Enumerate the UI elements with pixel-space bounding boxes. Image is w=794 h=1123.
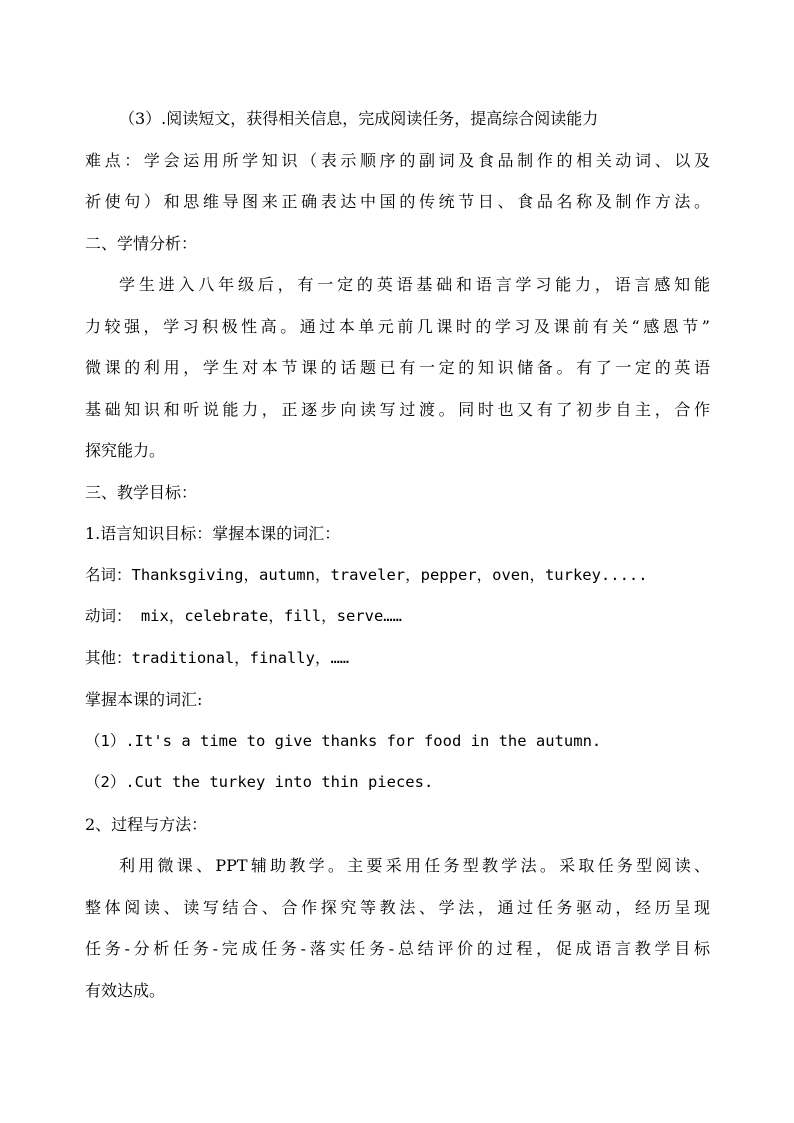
sentence-2: （2）.Cut the turkey into thin pieces.	[85, 773, 434, 791]
process-method-heading: 2、过程与方法：	[85, 814, 208, 834]
vocab-verbs: 动词： mix，celebrate，fill，serve……	[85, 607, 402, 625]
process-method-line-4: 有效达成。	[85, 980, 166, 1000]
learner-analysis-line-5: 探究能力。	[85, 441, 166, 460]
document-page	[85, 98, 710, 1011]
process-method-line-3: 任务-分析任务-完成任务-落实任务-总结评价的过程，促成语言教学目标	[85, 939, 710, 958]
learner-analysis-line-2: 力较强，学习积极性高。通过本单元前几课时的学习及课前有关“感恩节”	[85, 316, 710, 336]
master-vocab-label: 掌握本课的词汇:	[85, 690, 203, 709]
section-heading-learner-analysis: 二、学情分析：	[85, 233, 198, 253]
learner-analysis-line-4: 基础知识和听说能力，正逐步向读写过渡。同时也又有了初步自主，合作	[85, 399, 710, 419]
process-method-line-2: 整体阅读、读写结合、合作探究等教法、学法，通过任务驱动，经历呈现	[85, 897, 710, 917]
reading-objective-3: （3）.阅读短文，获得相关信息，完成阅读任务，提高综合阅读能力	[119, 109, 599, 128]
learner-analysis-line-1: 学生进入八年级后，有一定的英语基础和语言学习能力，语言感知能	[119, 275, 710, 294]
learner-analysis-line-3: 微课的利用，学生对本节课的话题已有一定的知识储备。有了一定的英语	[85, 358, 710, 377]
section-heading-teaching-objectives: 三、教学目标：	[85, 482, 198, 502]
vocab-others: 其他：traditional，finally，……	[85, 648, 350, 667]
sentence-1: （1）.It's a time to give thanks for food in the autumn.	[85, 731, 602, 750]
vocab-nouns: 名词：Thanksgiving，autumn，traveler，pepper，oven，turkey.....	[85, 565, 648, 584]
difficulty-line-2: 祈使句）和思维导图来正确表达中国的传统节日、食品名称及制作方法。	[85, 192, 710, 211]
difficulty-line-1: 难点：学会运用所学知识（表示顺序的副词及食品制作的相关动词、以及	[85, 150, 710, 170]
process-method-line-1: 利用微课、PPT辅助教学。主要采用任务型教学法。采取任务型阅读、	[119, 856, 710, 875]
language-knowledge-objective: 1.语言知识目标：掌握本课的词汇：	[85, 524, 341, 543]
